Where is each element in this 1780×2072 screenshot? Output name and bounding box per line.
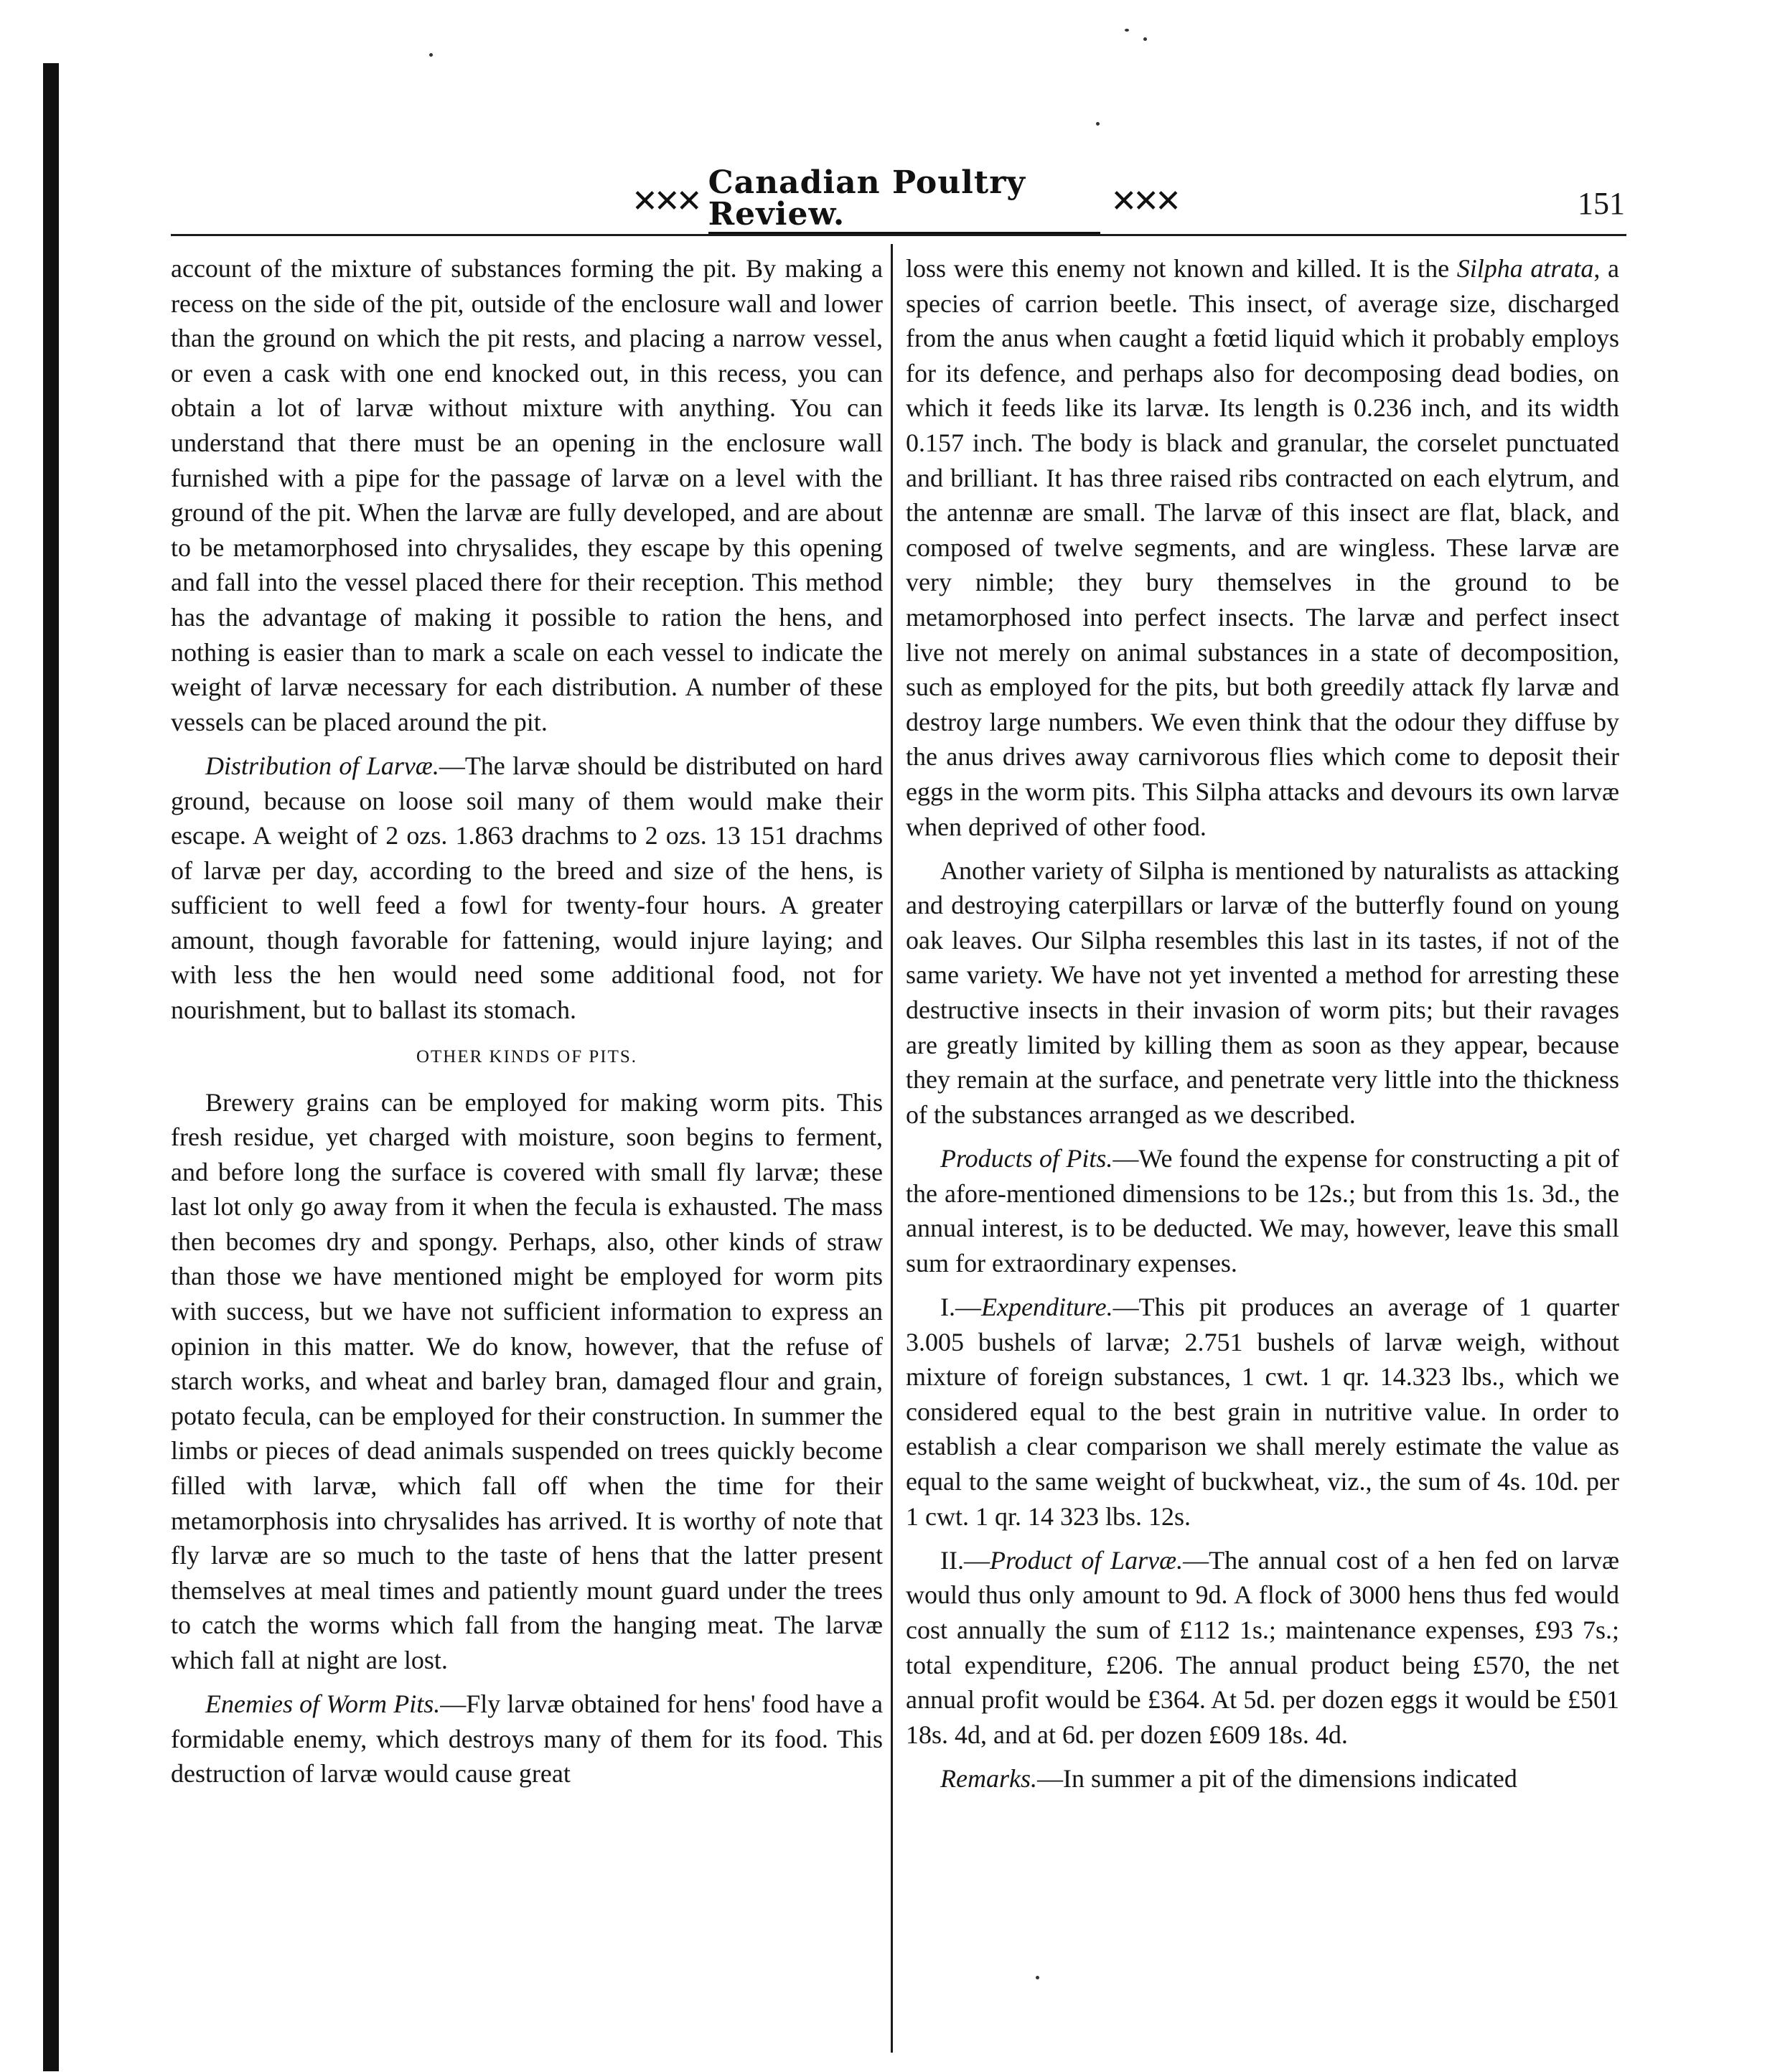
run-in-heading: Product of Larvæ. xyxy=(989,1545,1184,1575)
paragraph-text: —We found the expense for constructing a pit of the afore-mentioned dimensions to be 12s.; but from this 1s. 3d., the annual interest, is to be deducted. We may, however, leave this small sum for extraordinary expenses. xyxy=(906,1144,1619,1278)
masthead xyxy=(632,164,1177,233)
paragraph xyxy=(906,251,1619,844)
paragraph-text: , a species of carrion beetle. This insect, of average size, discharged from the anus when caught a fœtid liquid which it probably employs for its defence, and perhaps also for decomposing dead bodies, on which it feeds like its larvæ. Its length is 0.236 inch, and its width 0.157 inch. The body is black and granular, the corselet punctuated and brilliant. It has three raised ribs contracted on each elytrum, and the antennæ are small. The larvæ of this insect are flat, black, and composed of twelve segments, and are wingless. These larvæ are very nimble; they bury themselves in the ground to be metamorphosed into perfect insects. The larvæ and perfect insect live not merely on animal substances in a state of decomposition, such as employed for the pits, but both greedily attack fly larvæ and destroy large numbers. We even think that the odour they diffuse by the anus drives away carnivorous flies which come to deposit their eggs in the worm pits. This Silpha attacks and devours its own larvæ when deprived of other food. xyxy=(906,254,1619,841)
paragraph: Brewery grains can be employed for making worm pits. This fresh residue, yet charged with moisture, soon begins to ferment, and before long the surface is covered with small fly larvæ; these last lot only go away from it when the fecula is exhausted. The mass then becomes dry and spongy. Perhaps, also, other kinds of straw than those we have mentioned might be employed for worm pits with success, but we have not sufficient information to express an opinion in this matter. We do know, however, that the refuse of starch works, and wheat and barley bran, damaged flour and grain, potato fecula, can be employed for their construction. In summer the limbs or pieces of dead animals suspended on trees quickly become filled with larvæ, which fall off when the time for their metamorphosis into chrysalides has arrived. It is worthy of note that fly larvæ are so much to the taste of hens that the latter present themselves at meal times and patiently mount guard under the trees to catch the worms which fall from the hanging meat. The larvæ which fall at night are lost. xyxy=(171,1087,883,1674)
run-in-heading: Enemies of Worm Pits. xyxy=(205,1689,441,1719)
paragraph-text: —Fly larvæ obtained for hens' food have a formidable enemy, which destroys many of them for its food. This destruction of larvæ would cause great xyxy=(171,1689,884,1789)
binding-edge xyxy=(43,63,59,2071)
paragraph xyxy=(906,1290,1619,1534)
left-column xyxy=(171,251,883,1801)
paragraph-text: —The annual cost of a hen fed on larvæ would thus only amount to 9d. A flock of 3000 hens thus fed would cost annually the sum of £112 1s.; maintenance expenses, £93 7s.; total expenditure, £206. The annual product being £570, the net annual profit would be £364. At 5d. per dozen eggs it would be £501 18s. 4d, and at 6d. per dozen £609 18s. 4d. xyxy=(906,1545,1620,1749)
scan-speck xyxy=(429,53,433,57)
paragraph: account of the mixture of substances forming the pit. By making a recess on the side of the pit, outside of the enclosure wall and lower than the ground on which the pit rests, and placing a narrow vessel, or even a cask with one end knocked out, in this recess, you can obtain a lot of larvæ without mixture with anything. You can understand that there must be an opening in the enclosure wall furnished with a pipe for the passage of larvæ on a level with the ground of the pit. When the larvæ are fully developed, and are about to be metamorphosed into chrysalides, they escape by this opening and fall into the vessel placed there for their reception. This method has the advantage of making it possible to ration the hens, and nothing is easier than to mark a scale on each vessel to indicate the weight of larvæ necessary for each distribution. A number of these vessels can be placed around the pit. xyxy=(171,254,883,736)
numeral-label: II.— xyxy=(940,1545,990,1575)
species-name: Silpha atrata xyxy=(1456,254,1594,283)
right-column xyxy=(906,251,1619,1805)
scan-speck xyxy=(1036,1976,1039,1979)
paragraph xyxy=(906,1761,1619,1796)
run-in-heading: Expenditure. xyxy=(981,1293,1113,1321)
scan-speck xyxy=(1096,122,1100,126)
paragraph xyxy=(906,1543,1619,1753)
section-heading: OTHER KINDS OF PITS. xyxy=(416,1047,638,1067)
page-number: 151 xyxy=(1578,186,1625,221)
paragraph-text: —The larvæ should be distributed on hard ground, because on loose soil many of them would make their escape. A weight of 2 ozs. 1.863 drachms to 2 ozs. 13 151 drachms of larvæ per day, according to the breed and size of the hens, is sufficient to well feed a fowl for twenty-four hours. A greater amount, though favorable for fattening, would injure laying; and with less the hen would need some additional food, not for nourishment, but to ballast its stomach. xyxy=(171,751,883,1025)
paragraph: Another variety of Silpha is mentioned by naturalists as attacking and destroying caterpillars or larvæ of the butterfly found on young oak leaves. Our Silpha resembles this last in its tastes, if not of the same variety. We have not yet invented a method for arresting these destructive insects in their invasion of worm pits; but their ravages are greatly limited by killing them as soon as they appear, because they remain at the surface, and penetrate very little into the thickness of the substances arranged as we described. xyxy=(906,855,1619,1129)
run-in-heading: Remarks. xyxy=(940,1763,1037,1793)
paragraph-text: —This pit produces an average of 1 quarter 3.005 bushels of larvæ; 2.751 bushels of larvæ weigh, without mixture of foreign substances, 1 cwt. 1 qr. 14.323 lbs., which we considered equal to the best grain in nutritive value. In order to establish a clear comparison we shall merely estimate the value as equal to the same weight of buckwheat, viz., the sum of 4s. 10d. per 1 cwt. 1 qr. 14 323 lbs. 12s. xyxy=(906,1293,1619,1531)
scan-speck xyxy=(1125,29,1129,32)
run-in-heading: Distribution of Larvæ. xyxy=(205,751,439,780)
header-rule xyxy=(171,234,1626,236)
paragraph-text: —In summer a pit of the dimensions indicated xyxy=(1036,1763,1517,1793)
left-ornament-icon: ✕✕✕ xyxy=(632,182,698,220)
run-in-heading: Products of Pits. xyxy=(940,1144,1113,1173)
scan-speck xyxy=(1143,37,1147,41)
paragraph-text: loss were this enemy not known and killed. It is the xyxy=(906,254,1457,283)
paragraph xyxy=(171,1687,883,1791)
right-ornament-icon: ✕✕✕ xyxy=(1110,182,1177,220)
paragraph xyxy=(171,749,883,1028)
paragraph xyxy=(906,1141,1619,1280)
column-divider xyxy=(891,244,893,2053)
journal-title: Canadian Poultry Review. xyxy=(708,167,1101,235)
numeral-label: I.— xyxy=(940,1293,981,1321)
